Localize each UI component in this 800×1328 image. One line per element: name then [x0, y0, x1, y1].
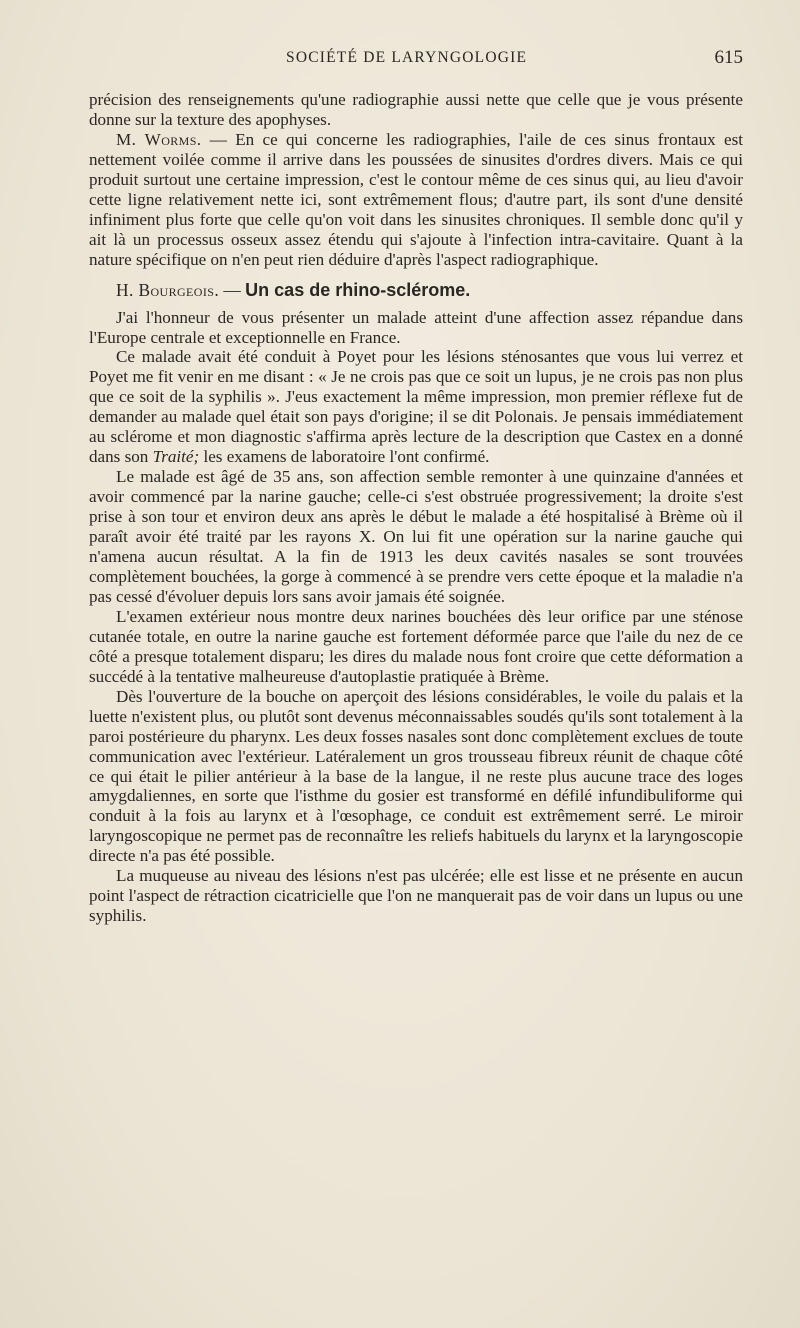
section-author: H. Bourgeois. [116, 279, 220, 300]
speaker-name: M. Worms. [116, 129, 202, 149]
section-title: Un cas de rhino-sclérome. [245, 279, 471, 300]
section-heading [89, 278, 743, 302]
section-dash: — [219, 279, 246, 300]
paragraph: Le malade est âgé de 35 ans, son affection semble remonter à une quinzaine d'années et avoir commencé par la narine gauche; celle-ci s'est obstruée progressivement; la droite s'est prise à son tour et environ deux ans après le début le malade a été hospitalisé à Brème où il paraît avoir été traité par les rayons X. On lui fit une opération sur la narine gauche qui n'amena aucun résultat. A la fin de 1913 les deux cavités nasales se sont trouvées complètement bouchées, la gorge à commencé à se prendre vers cette époque et la maladie n'a pas cessé d'évoluer depuis lors sans avoir jamais été soignée. [89, 467, 743, 606]
italic-reference: Traité; [152, 447, 200, 467]
page-number: 615 [714, 47, 743, 68]
paragraph-text: les examens de laboratoire l'ont confirmé. [199, 447, 490, 467]
paragraph [89, 347, 743, 467]
body-text [89, 90, 743, 926]
paragraph: Dès l'ouverture de la bouche on aperçoit des lésions considérables, le voile du palais et la luette n'existent plus, ou plutôt sont devenus méconnaissables soudés qu'ils sont totalement à la paroi postérieure du pharynx. Les deux fosses nasales sont donc complètement exclues de toute communication avec l'extérieur. Latéralement un gros trousseau fibreux réunit de chaque côté ce qui était le pilier antérieur à la base de la langue, il ne reste plus aucune trace des loges amygdaliennes, en sorte que l'isthme du gosier est transformé en défilé infundibuliforme qui conduit à la fois au larynx et à l'œsophage, ce conduit est extrêmement serré. Le miroir laryngoscopique ne permet pas de reconnaître les reliefs habituels du larynx et la laryngoscopie directe n'a pas été possible. [89, 686, 743, 866]
running-head [103, 47, 743, 71]
paragraph-worms [89, 130, 743, 270]
running-title: SOCIÉTÉ DE LARYNGOLOGIE [286, 49, 528, 66]
paragraph-text: Ce malade avait été conduit à Poyet pour les lésions sténosantes que vous lui verrez et Poyet me fit venir en me disant : « Je ne crois pas que ce soit un lupus, je ne crois pas non plus que ce soit de la syphilis ». J'eus exactement la même impression, mon premier réflexe fut de demander au malade quel était son pays d'origine; il se dit Polonais. Je pensais immédiatement au sclérome et mon diagnostic s'affirma après lecture de la description que Castex en a donné dans son [89, 347, 743, 467]
paragraph: J'ai l'honneur de vous présenter un malade atteint d'une affection assez répandue dans l'Europe centrale et exceptionnelle en France. [89, 307, 743, 347]
paragraph-continuation: précision des renseignements qu'une radiographie aussi nette que celle que je vous présente donne sur la texture des apophyses. [89, 90, 743, 129]
paragraph: L'examen extérieur nous montre deux narines bouchées dès leur orifice par une sténose cutanée totale, en outre la narine gauche est fortement déformée parce que l'aile du nez de ce côté a presque totalement disparu; les dires du malade nous font croire que cette déformation a succédé à la tentative malheureuse d'autoplastie pratiquée à Brème. [89, 606, 743, 686]
paragraph: La muqueuse au niveau des lésions n'est pas ulcérée; elle est lisse et ne présente en aucun point l'aspect de rétraction cicatricielle que l'on ne manquerait pas de voir dans un lupus ou une syphilis. [89, 866, 743, 926]
paragraph-text: — En ce qui concerne les radiographies, l'aile de ces sinus frontaux est nettement voilée comme il arrive dans les poussées de sinusites d'ordres divers. Mais ce qui produit surtout une certaine impression, c'est le contour même de ces sinus qui, au lieu d'avoir cette ligne relativement nette ici, sont extrêmement flous; d'autre part, ils sont d'une densité infiniment plus forte que celle qu'on voit dans les sinusites chroniques. Il semble donc qu'il y ait là un processus osseux assez étendu qui s'ajoute à l'infection intra-cavitaire. Quant à la nature spécifique on n'en peut rien déduire d'après l'aspect radiographique. [89, 129, 743, 269]
